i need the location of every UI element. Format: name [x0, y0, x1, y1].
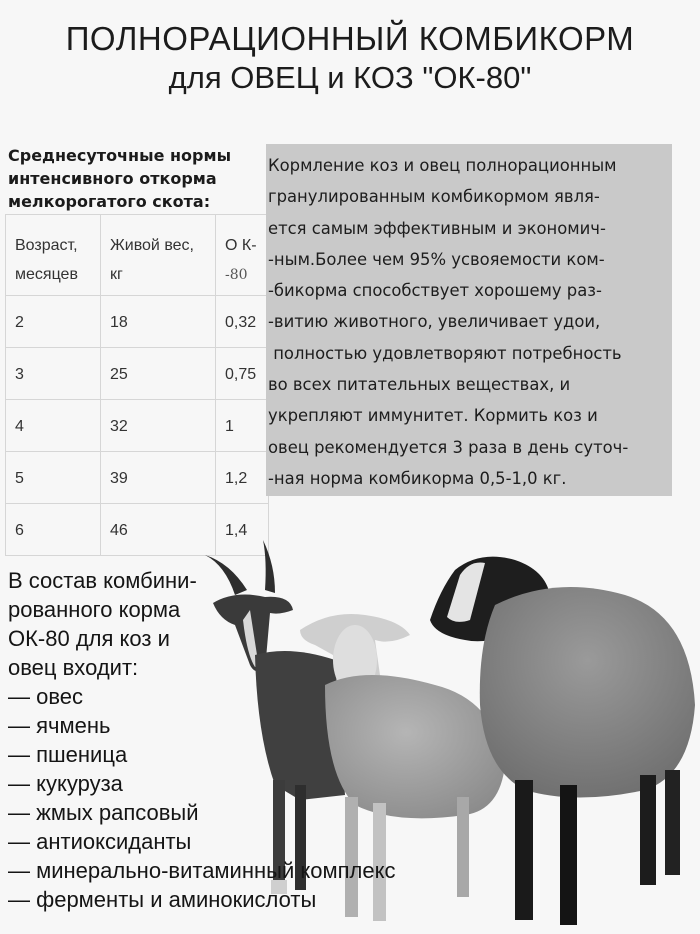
title-line-1: ПОЛНОРАЦИОННЫЙ КОМБИКОРМ: [65, 20, 635, 57]
table-header-row: [6, 215, 269, 296]
cell-feed: 1,4: [216, 504, 269, 556]
info-line: -витию животного, увеличивает удои,: [268, 312, 601, 332]
table-row: [6, 348, 269, 400]
cell-feed: 0,75: [216, 348, 269, 400]
info-line: Кормление коз и овец полнорационным: [268, 156, 617, 175]
cell-age: 4: [6, 400, 101, 452]
info-line: -бикорма способствует хорошему раз-: [268, 281, 602, 301]
info-line: ется самым эффективным и экономич-: [268, 218, 606, 238]
info-line: гранулированным комбикормом явля-: [268, 187, 600, 207]
info-line: во всех питательных веществах, и: [268, 375, 571, 395]
list-item: — минерально-витаминный комплекс: [8, 858, 396, 883]
cell-weight: 32: [101, 400, 216, 452]
table-heading-line: мелкорогатого скота:: [8, 192, 211, 211]
info-line: укрепляют иммунитет. Кормить коз и: [268, 406, 598, 426]
cell-weight: 46: [101, 504, 216, 556]
list-item: — антиоксиданты: [8, 829, 192, 854]
info-line: -ная норма комбикорма 0,5-1,0 кг.: [268, 468, 567, 488]
composition-list: [8, 566, 395, 914]
list-item: — ферменты и аминокислоты: [8, 887, 317, 912]
composition-intro-line: рованного корма: [8, 597, 181, 622]
header-weight: Живой вес, кг: [101, 215, 216, 296]
title-line-2: для ОВЕЦ и КОЗ "ОК-80": [168, 60, 532, 95]
table-heading-line: Среднесуточные нормы: [8, 146, 232, 165]
composition-intro-line: овец входит:: [8, 655, 139, 680]
list-item: — жмых рапсовый: [8, 800, 199, 825]
composition-intro-line: В состав комбини-: [8, 568, 197, 593]
table-heading-line: интенсивного откорма: [8, 169, 217, 188]
header-age: Возраст, месяцев: [6, 215, 101, 296]
cell-feed: 1,2: [216, 452, 269, 504]
composition-intro-line: ОК-80 для коз и: [8, 626, 170, 651]
list-item: — пшеница: [8, 742, 128, 767]
cell-feed: 1: [216, 400, 269, 452]
cell-weight: 39: [101, 452, 216, 504]
cell-weight: 18: [101, 296, 216, 348]
cell-age: 5: [6, 452, 101, 504]
cell-weight: 25: [101, 348, 216, 400]
cell-feed: 0,32: [216, 296, 269, 348]
table-row: [6, 296, 269, 348]
header-feed: О К- -80: [216, 215, 269, 296]
table-row: [6, 452, 269, 504]
feeding-norms-table: [5, 214, 269, 556]
info-line: овец рекомендуется 3 раза в день суточ-: [268, 437, 629, 457]
table-heading: [8, 144, 268, 213]
info-line: -ным.Более чем 95% усвояемости ком-: [268, 249, 605, 269]
list-item: — кукуруза: [8, 771, 123, 796]
cell-age: 6: [6, 504, 101, 556]
list-item: — ячмень: [8, 713, 111, 738]
info-box: [266, 144, 672, 496]
table-row: [6, 400, 269, 452]
list-item: — овес: [8, 684, 84, 709]
cell-age: 3: [6, 348, 101, 400]
info-line: полностью удовлетворяют потребность: [268, 343, 622, 363]
cell-age: 2: [6, 296, 101, 348]
